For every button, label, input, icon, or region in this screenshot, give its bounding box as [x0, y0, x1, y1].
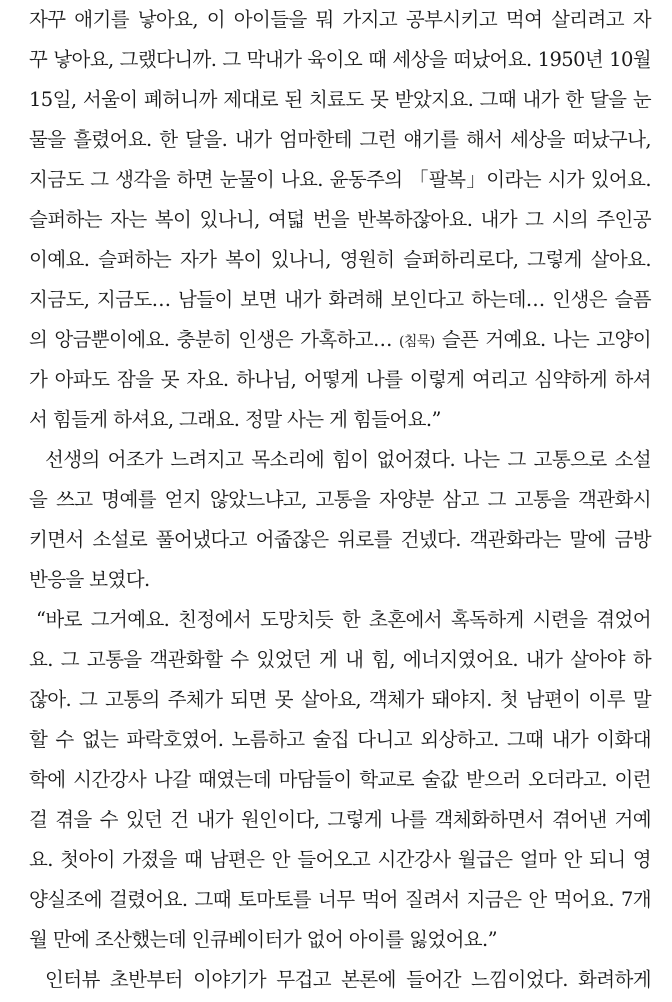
text-line: 이예요. 슬퍼하는 자가 복이 있나니, 영원히 슬퍼하리로다, 그렇게 살아요. [29, 248, 651, 271]
text-line: 물을 흘렸어요. 한 달을. 내가 엄마한테 그런 얘기를 해서 세상을 떠났구나, [29, 128, 651, 151]
text-line: 잖아. 그 고통의 주체가 되면 못 살아요, 객체가 돼야지. 첫 남편이 이루 말 [29, 688, 651, 711]
text-line: 가 아파도 잠을 못 자요. 하나님, 어떻게 나를 이렇게 여리고 심약하게 하셔 [29, 368, 651, 391]
text-line: 요. 첫아이 가졌을 때 남편은 안 들어오고 시간강사 월급은 얼마 안 되니 영 [29, 848, 651, 871]
text-segment: 슬픈 거예요. 나는 고양이 [434, 328, 651, 351]
text-line: 양실조에 걸렸어요. 그때 토마토를 너무 먹어 질려서 지금은 안 먹어요. 7개 [29, 888, 651, 911]
text-line: 자꾸 애기를 낳아요, 이 아이들을 뭐 가지고 공부시키고 먹여 살리려고 자 [29, 8, 651, 31]
text-line-with-annotation [29, 320, 651, 360]
paragraph-start-line: 인터뷰 초반부터 이야기가 무겁고 본론에 들어간 느낌이었다. 화려하게 [45, 968, 651, 991]
text-line: 지금도 그 생각을 하면 눈물이 나요. 윤동주의 「팔복」이라는 시가 있어요. [29, 168, 651, 191]
text-line: 걸 겪을 수 있던 건 내가 원인이다, 그렇게 나를 객체화하면서 겪어낸 거예 [29, 808, 651, 831]
text-line: 학에 시간강사 나갈 때였는데 마담들이 학교로 술값 받으러 오더라고. 이런 [29, 768, 651, 791]
text-line: 할 수 없는 파락호였어. 노름하고 술집 다니고 외상하고. 그때 내가 이화대 [29, 728, 651, 751]
quote-start-line: “바로 그거예요. 친정에서 도망치듯 한 초혼에서 혹독하게 시련을 겪었어 [36, 608, 651, 631]
text-line: 15일, 서울이 폐허니까 제대로 된 치료도 못 받았지요. 그때 내가 한 달을 눈 [29, 88, 651, 111]
text-segment: 의 앙금뿐이에요. 충분히 인생은 가혹하고… [29, 328, 400, 351]
text-line: 반응을 보였다. [29, 568, 150, 591]
text-line: 지금도, 지금도… 남들이 보면 내가 화려해 보인다고 하는데… 인생은 슬픔 [29, 288, 651, 311]
text-line: 을 쓰고 명예를 얻지 않았느냐고, 고통을 자양분 삼고 그 고통을 객관화시 [29, 488, 651, 511]
text-line: 꾸 낳아요, 그랬다니까. 그 막내가 육이오 때 세상을 떠났어요. 1950년 10월 [29, 48, 651, 71]
text-line: 키면서 소설로 풀어냈다고 어줍잖은 위로를 건넸다. 객관화라는 말에 금방 [29, 528, 651, 551]
silence-annotation: (침묵) [399, 334, 435, 350]
text-line: 월 만에 조산했는데 인큐베이터가 없어 아이를 잃었어요.” [29, 928, 498, 951]
paragraph-start-line: 선생의 어조가 느려지고 목소리에 힘이 없어졌다. 나는 그 고통으로 소설 [45, 448, 651, 471]
text-line: 서 힘들게 하셔요, 그래요. 정말 사는 게 힘들어요.” [29, 408, 441, 431]
text-line: 슬퍼하는 자는 복이 있나니, 여덟 번을 반복하잖아요. 내가 그 시의 주인공 [29, 208, 651, 231]
text-line: 요. 그 고통을 객관화할 수 있었던 게 내 힘, 에너지였어요. 내가 살아야 하 [29, 648, 651, 671]
